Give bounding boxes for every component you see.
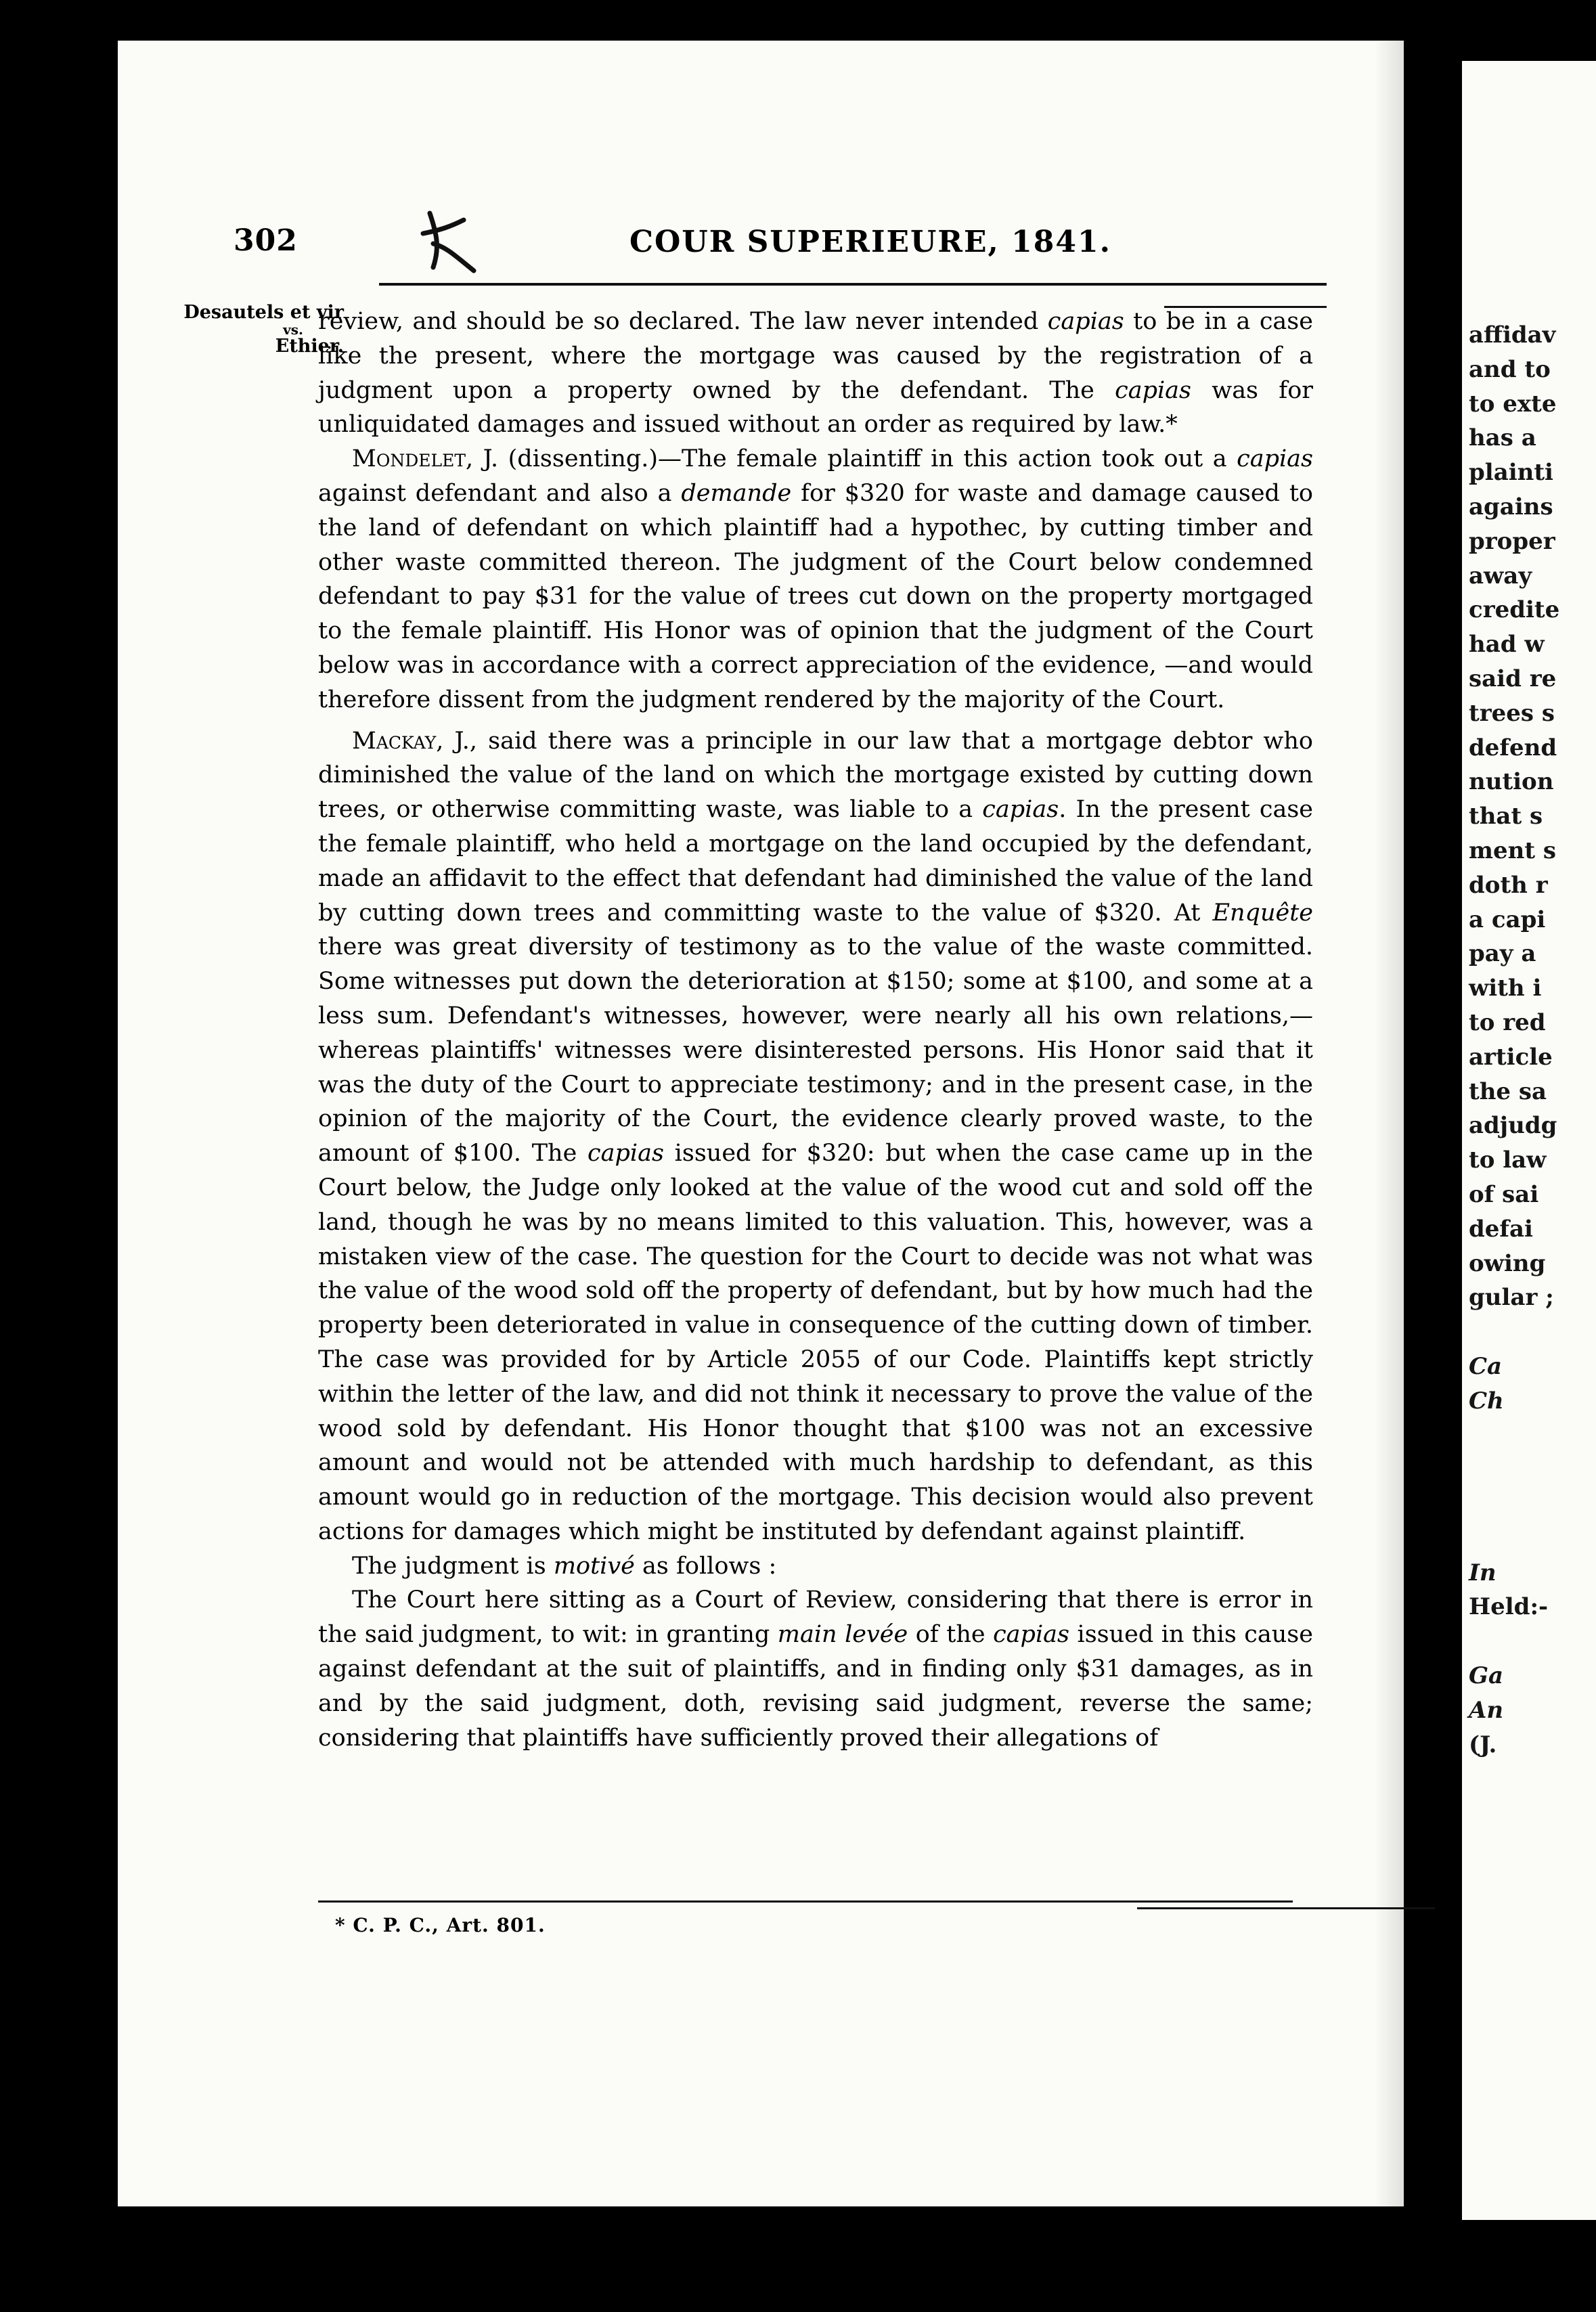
fragment-line: doth r	[1469, 871, 1548, 899]
header-rule	[379, 283, 1327, 286]
fragment-lower-line: An	[1469, 1696, 1504, 1724]
fragment-lower-line: Held:-	[1469, 1593, 1549, 1621]
fragment-line: article	[1469, 1043, 1553, 1071]
fragment-line: ment s	[1469, 837, 1557, 864]
fragment-lower-line: Ga	[1469, 1662, 1504, 1690]
running-head	[234, 223, 1316, 277]
fragment-line: a capi	[1469, 906, 1546, 933]
footnote: * C. P. C., Art. 801.	[335, 1914, 546, 1936]
fragment-line: credite	[1469, 596, 1560, 624]
fragment-line: away	[1469, 562, 1532, 590]
page-fold-shadow	[1374, 41, 1415, 2206]
paragraph-mackay: Mackay, J., said there was a principle in our law that a mortgage debtor who diminished the value of the land on which the mortgage existed by cutting down trees, or otherwise committing waste, was liable to a capias. In the present case the female plaintiff, who held a mortgage on the land occupied by the defendant, made an affidavit to the effect that defendant had diminished the value of the land by cutting down trees and committing waste to the value of $320. At Enquête there was great diversity of testimony as to the value of the waste committed. Some witnesses put down the deterioration at $150; some at $100, and some at a less sum. Defendant's witnesses, however, were nearly all his own relations,—whereas plaintiffs' witnesses were disinterested persons. His Honor said that it was the duty of the Court to appreciate testimony; and in the present case, in the opinion of the majority of the Court, the evidence clearly proved waste, to the amount of $100. The capias issued for $320: but when the case came up in the Court below, the Judge only looked at the value of the wood cut and sold off the land, though he was by no means limited to this valuation. This, however, was a mistaken view of the case. The question for the Court to decide was not what was the value of the wood sold off the property of defendant, but by how much had the property been deteriorated in value in consequence of the cutting down of timber. The case was provided for by Article 2055 of our Code. Plaintiffs kept strictly within the letter of the law, and did not think it necessary to prove the value of the wood sold by defendant. His Honor thought that $100 was not an excessive amount and would not be attended with much hardship to defendant, as this amount would go in reduction of the mortgage. This decision would also prevent actions for damages which might be instituted by defendant against plaintiff.	[318, 727, 1314, 1545]
fragment-line: to exte	[1469, 390, 1557, 418]
line-spacer	[1469, 1624, 1559, 1659]
fragment-line: adjudg	[1469, 1112, 1557, 1140]
line-spacer	[1469, 1419, 1559, 1453]
fragment-line: had w	[1469, 631, 1545, 659]
fragment-lower-line: (J.	[1469, 1731, 1497, 1758]
paragraph-court-review: The Court here sitting as a Court of Review, considering that there is error in the said judgment, to wit: in granting main levée of the capias issued in this cause against defendant at the suit of plaintiffs, and in finding only $31 damages, as in and by the said judgment, doth, revising said judgment, reverse the same; considering that plaintiffs have sufficiently proved their allegations of	[318, 1586, 1313, 1752]
fragment-line: to law	[1469, 1147, 1547, 1174]
body-text	[318, 305, 1313, 1755]
adjacent-page-fragment	[1462, 61, 1596, 2220]
line-spacer	[1469, 1452, 1559, 1487]
fragment-line: pay a	[1469, 940, 1536, 968]
fragment-italic-line: Ca	[1469, 1352, 1503, 1380]
fragment-line: that s	[1469, 803, 1543, 830]
footnote-rule-secondary	[1137, 1907, 1435, 1909]
fragment-line: owing	[1469, 1249, 1546, 1277]
fragment-line: and to	[1469, 355, 1551, 383]
fragment-line: has a	[1469, 424, 1536, 452]
fragment-line: affidav	[1469, 321, 1556, 349]
side-note-respondent: Ethier.	[275, 336, 344, 357]
handwritten-mark-icon	[409, 206, 484, 281]
page-number: 302	[234, 223, 298, 258]
paragraph-judgment-intro: The judgment is motivé as follows :	[352, 1552, 777, 1580]
fragment-line: said re	[1469, 665, 1557, 692]
fragment-line: defai	[1469, 1215, 1533, 1243]
fragment-line: the sa	[1469, 1077, 1547, 1105]
fragment-line: trees s	[1469, 699, 1555, 727]
fragment-line: with i	[1469, 975, 1542, 1002]
paragraph-mondelet: Mondelet, J. (dissenting.)—The female plaintiff in this action took out a capias against defendant and also a demande for $320 for waste and damage caused to the land of defendant on which plaintiff had a hypothec, by cutting timber and other waste committed thereon. The judgment of the Court below condemned defendant to pay $31 for the value of trees cut down on the property mortgaged to the female plaintiff. His Honor was of opinion that the judgment of the Court below was in accordance with a correct appreciation of the evidence, —and would therefore dissent from the judgment rendered by the majority of the Court.	[318, 445, 1313, 713]
fragment-line: agains	[1469, 493, 1553, 520]
fragment-lower-line: In	[1469, 1559, 1497, 1586]
fragment-italic-line: Ch	[1469, 1387, 1504, 1415]
paragraph-review: review, and should be so declared. The law never intended capias to be in a case like the present, where the mortgage was caused by the registration of a judgment upon a property owned by the defendant. The capias was for unliquidated damages and issued without an order as required by law.*	[318, 308, 1313, 439]
fragment-line: gular ;	[1469, 1284, 1554, 1312]
fragment-line: nution	[1469, 768, 1554, 796]
fragment-line: proper	[1469, 527, 1555, 555]
fragment-line: to red	[1469, 1008, 1546, 1036]
side-note-parties: Desautels et vir	[183, 302, 344, 323]
running-title: COUR SUPERIEURE, 1841.	[629, 225, 1111, 259]
line-spacer	[1469, 1521, 1559, 1556]
line-spacer	[1469, 1315, 1559, 1350]
side-note-vs: vs.	[283, 321, 303, 338]
fragment-line: defend	[1469, 734, 1557, 761]
fragment-line: plainti	[1469, 459, 1553, 487]
adjacent-page-text	[1469, 318, 1559, 1762]
fragment-line: of sai	[1469, 1180, 1539, 1208]
footnote-rule	[318, 1900, 1293, 1903]
line-spacer	[1469, 1487, 1559, 1521]
